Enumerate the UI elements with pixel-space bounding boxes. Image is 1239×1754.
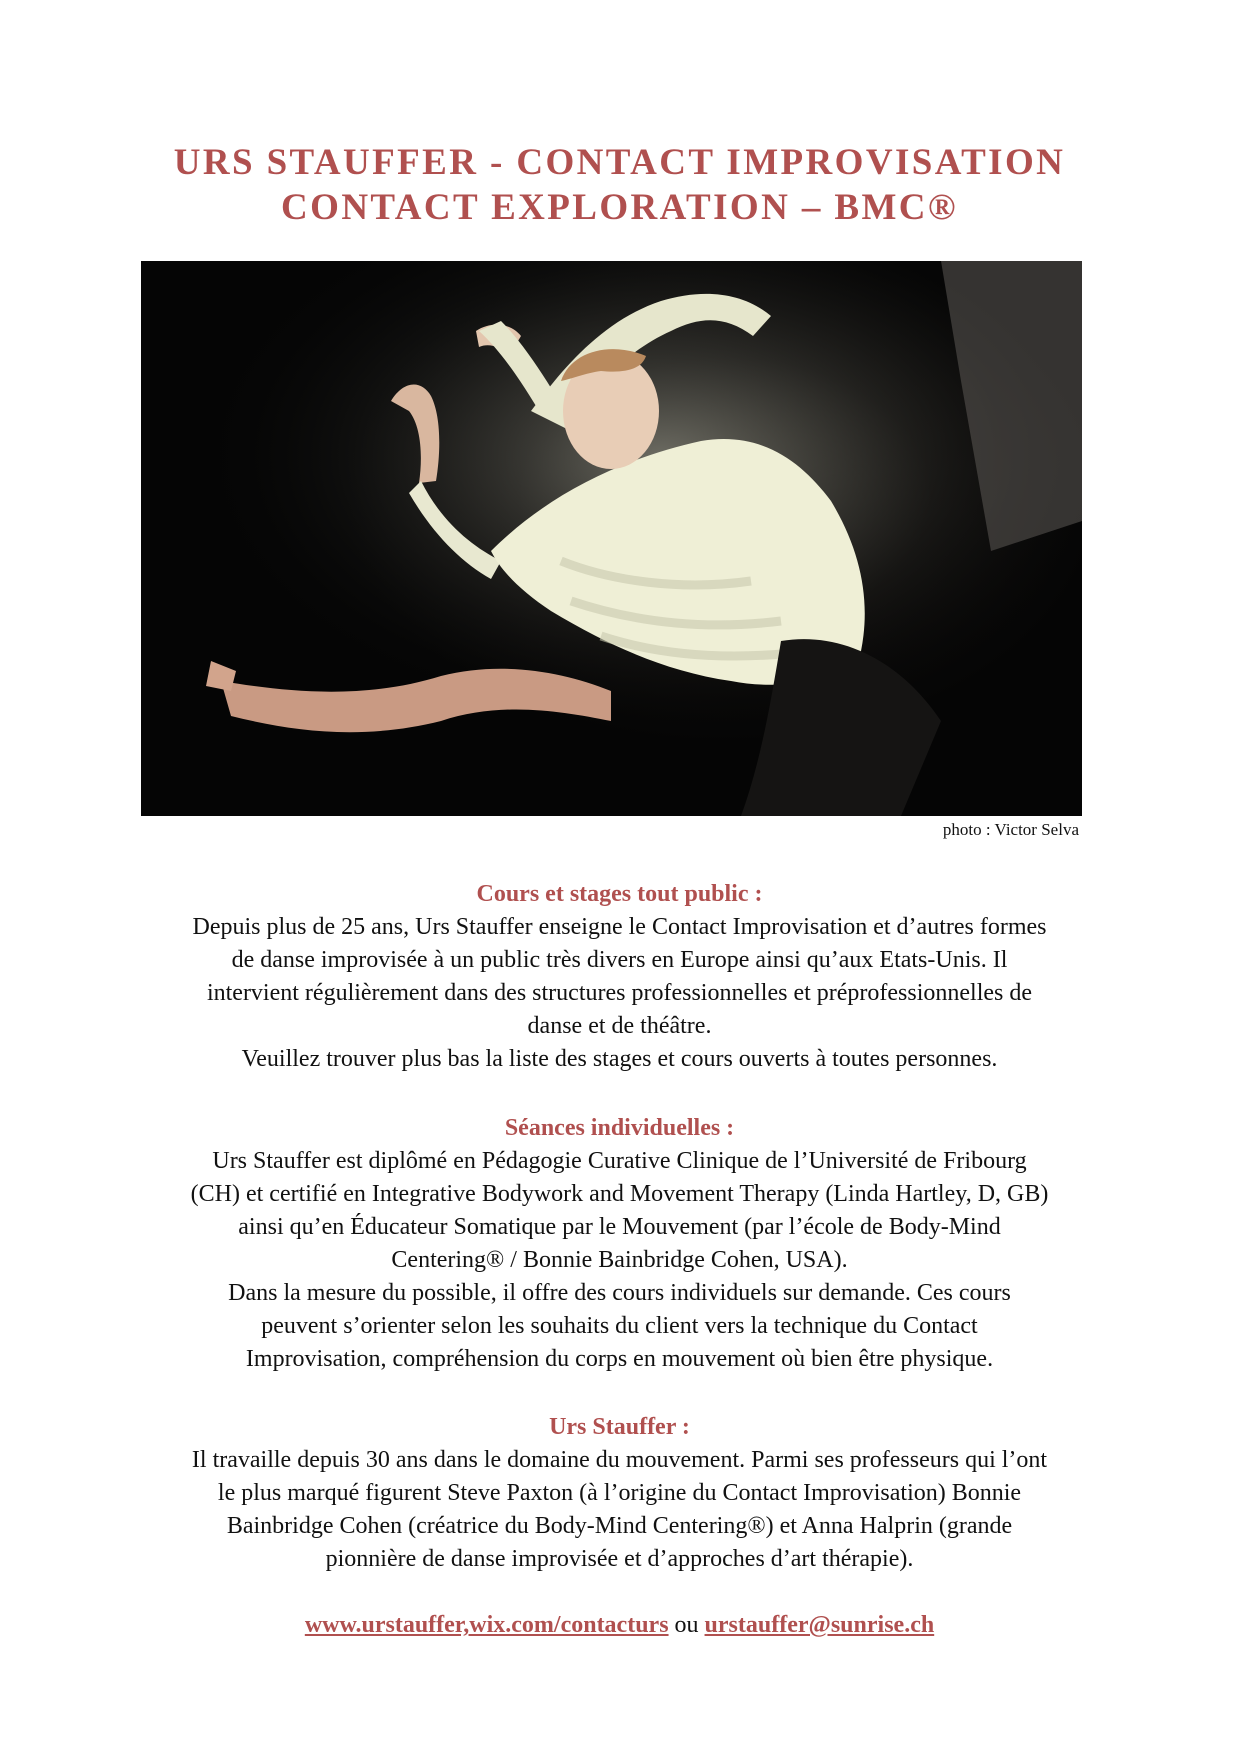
section-individual-sessions xyxy=(80,1112,1159,1376)
website-link[interactable]: www.urstauffer,wix.com/contacturs xyxy=(304,1612,669,1638)
contact-links xyxy=(0,1609,1239,1642)
section-line: (CH) et certifié en Integrative Bodywork and Movement Therapy (Linda Hartley, D, GB) xyxy=(190,1181,1049,1207)
section-line: danse et de théâtre. xyxy=(527,1013,712,1039)
dancer-photo xyxy=(141,261,1082,816)
dancer-photo-illustration xyxy=(141,261,1082,816)
section-line: Veuillez trouver plus bas la liste des stages et cours ouverts à toutes personnes. xyxy=(241,1046,998,1072)
link-separator: ou xyxy=(674,1612,699,1638)
section-line: intervient régulièrement dans des structures professionnelles et préprofessionnelles de xyxy=(206,980,1033,1006)
section-line: de danse improvisée à un public très divers en Europe ainsi qu’aux Etats-Unis. Il xyxy=(231,947,1008,973)
section-line: Dans la mesure du possible, il offre des cours individuels sur demande. Ces cours xyxy=(228,1280,1011,1306)
section-heading: Séances individuelles : xyxy=(504,1115,735,1141)
section-line: Improvisation, compréhension du corps en mouvement où bien être physique. xyxy=(245,1346,994,1372)
section-line: Urs Stauffer est diplômé en Pédagogie Curative Clinique de l’Université de Fribourg xyxy=(212,1148,1027,1174)
section-line: peuvent s’orienter selon les souhaits du client vers la technique du Contact xyxy=(261,1313,978,1339)
section-public-courses xyxy=(80,878,1159,1076)
title-line-2: CONTACT EXPLORATION – BMC® xyxy=(281,187,958,228)
section-heading: Urs Stauffer : xyxy=(549,1414,690,1440)
email-link[interactable]: urstauffer@sunrise.ch xyxy=(704,1612,935,1638)
section-line: Il travaille depuis 30 ans dans le domaine du mouvement. Parmi ses professeurs qui l’ont xyxy=(191,1447,1048,1473)
title-line-1: URS STAUFFER - CONTACT IMPROVISATION xyxy=(173,142,1066,183)
photo-caption: photo : Victor Selva xyxy=(942,820,1079,839)
section-line: Centering® / Bonnie Bainbridge Cohen, USA). xyxy=(391,1247,848,1273)
section-line: ainsi qu’en Éducateur Somatique par le Mouvement (par l’école de Body-Mind xyxy=(238,1214,1001,1240)
section-line: Bainbridge Cohen (créatrice du Body-Mind Centering®) et Anna Halprin (grande xyxy=(226,1513,1013,1539)
section-line: Depuis plus de 25 ans, Urs Stauffer enseigne le Contact Improvisation et d’autres formes xyxy=(192,914,1047,940)
section-biography xyxy=(80,1411,1159,1576)
section-heading: Cours et stages tout public : xyxy=(476,881,763,907)
section-line: le plus marqué figurent Steve Paxton (à l’origine du Contact Improvisation) Bonnie xyxy=(217,1480,1022,1506)
section-line: pionnière de danse improvisée et d’approches d’art thérapie). xyxy=(325,1546,914,1572)
